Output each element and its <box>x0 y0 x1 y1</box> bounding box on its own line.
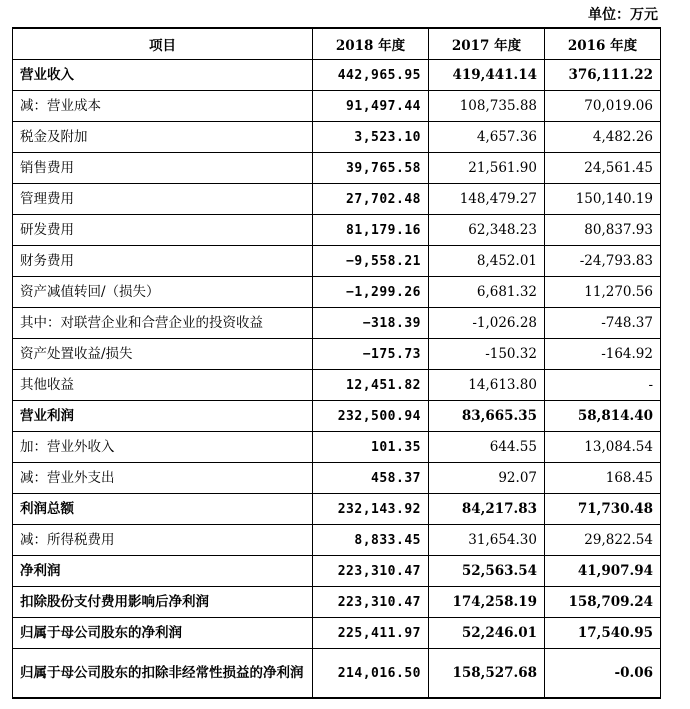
value-2017: 108,735.88 <box>429 91 545 122</box>
table-row <box>13 432 661 463</box>
row-label: 减：营业成本 <box>13 91 313 122</box>
value-2018: 225,411.97 <box>313 618 429 649</box>
value-2018: 223,310.47 <box>313 587 429 618</box>
value-2018: 232,143.92 <box>313 494 429 525</box>
value-2017: 644.55 <box>429 432 545 463</box>
value-2016: 29,822.54 <box>545 525 661 556</box>
value-2016: 11,270.56 <box>545 277 661 308</box>
value-2016: -24,793.83 <box>545 246 661 277</box>
header-item: 项目 <box>13 28 313 60</box>
value-2018: 27,702.48 <box>313 184 429 215</box>
header-2017: 2017 年度 <box>429 28 545 60</box>
value-2016: -0.06 <box>545 649 661 699</box>
value-2017: 8,452.01 <box>429 246 545 277</box>
table-row <box>13 587 661 618</box>
table-row <box>13 370 661 401</box>
value-2018: 91,497.44 <box>313 91 429 122</box>
value-2018: 232,500.94 <box>313 401 429 432</box>
table-row <box>13 463 661 494</box>
value-2018: 3,523.10 <box>313 122 429 153</box>
value-2018: 39,765.58 <box>313 153 429 184</box>
value-2017: 4,657.36 <box>429 122 545 153</box>
value-2016: 150,140.19 <box>545 184 661 215</box>
table-row <box>13 60 661 91</box>
table-row <box>13 308 661 339</box>
row-label: 减：营业外支出 <box>13 463 313 494</box>
value-2018: 81,179.16 <box>313 215 429 246</box>
row-label: 利润总额 <box>13 494 313 525</box>
value-2018: 442,965.95 <box>313 60 429 91</box>
value-2016: 376,111.22 <box>545 60 661 91</box>
table-row <box>13 556 661 587</box>
value-2016: 4,482.26 <box>545 122 661 153</box>
row-label: 资产减值转回/（损失） <box>13 277 313 308</box>
value-2016: - <box>545 370 661 401</box>
value-2017: 31,654.30 <box>429 525 545 556</box>
value-2018: 101.35 <box>313 432 429 463</box>
header-2016: 2016 年度 <box>545 28 661 60</box>
value-2017: 148,479.27 <box>429 184 545 215</box>
value-2018: −1,299.26 <box>313 277 429 308</box>
value-2017: 62,348.23 <box>429 215 545 246</box>
row-label: 税金及附加 <box>13 122 313 153</box>
table-body <box>13 60 661 699</box>
table-row <box>13 525 661 556</box>
table-row <box>13 618 661 649</box>
value-2018: 12,451.82 <box>313 370 429 401</box>
table-row <box>13 494 661 525</box>
value-2016: 80,837.93 <box>545 215 661 246</box>
value-2018: −9,558.21 <box>313 246 429 277</box>
row-label: 扣除股份支付费用影响后净利润 <box>13 587 313 618</box>
value-2017: 92.07 <box>429 463 545 494</box>
row-label: 其他收益 <box>13 370 313 401</box>
value-2016: 158,709.24 <box>545 587 661 618</box>
value-2017: -1,026.28 <box>429 308 545 339</box>
value-2016: 71,730.48 <box>545 494 661 525</box>
table-row <box>13 91 661 122</box>
value-2017: 83,665.35 <box>429 401 545 432</box>
row-label: 净利润 <box>13 556 313 587</box>
table-row <box>13 215 661 246</box>
table-row <box>13 122 661 153</box>
row-label: 其中：对联营企业和合营企业的投资收益 <box>13 308 313 339</box>
table-row <box>13 649 661 699</box>
table-row <box>13 184 661 215</box>
header-2018: 2018 年度 <box>313 28 429 60</box>
value-2016: 13,084.54 <box>545 432 661 463</box>
value-2017: 158,527.68 <box>429 649 545 699</box>
value-2016: -164.92 <box>545 339 661 370</box>
table-header-row <box>13 28 661 60</box>
table-row <box>13 277 661 308</box>
value-2016: -748.37 <box>545 308 661 339</box>
value-2017: 52,563.54 <box>429 556 545 587</box>
row-label: 加：营业外收入 <box>13 432 313 463</box>
value-2018: 223,310.47 <box>313 556 429 587</box>
row-label: 减：所得税费用 <box>13 525 313 556</box>
value-2018: −175.73 <box>313 339 429 370</box>
table-row <box>13 339 661 370</box>
row-label: 营业收入 <box>13 60 313 91</box>
row-label: 管理费用 <box>13 184 313 215</box>
value-2017: 14,613.80 <box>429 370 545 401</box>
row-label: 资产处置收益/损失 <box>13 339 313 370</box>
value-2017: -150.32 <box>429 339 545 370</box>
value-2017: 21,561.90 <box>429 153 545 184</box>
value-2017: 174,258.19 <box>429 587 545 618</box>
value-2016: 17,540.95 <box>545 618 661 649</box>
value-2018: −318.39 <box>313 308 429 339</box>
table-row <box>13 401 661 432</box>
value-2017: 6,681.32 <box>429 277 545 308</box>
value-2017: 419,441.14 <box>429 60 545 91</box>
table-row <box>13 153 661 184</box>
row-label: 财务费用 <box>13 246 313 277</box>
value-2018: 458.37 <box>313 463 429 494</box>
value-2016: 168.45 <box>545 463 661 494</box>
row-label: 营业利润 <box>13 401 313 432</box>
row-label: 研发费用 <box>13 215 313 246</box>
row-label: 归属于母公司股东的净利润 <box>13 618 313 649</box>
value-2016: 58,814.40 <box>545 401 661 432</box>
value-2016: 70,019.06 <box>545 91 661 122</box>
value-2018: 8,833.45 <box>313 525 429 556</box>
value-2016: 41,907.94 <box>545 556 661 587</box>
row-label: 归属于母公司股东的扣除非经常性损益的净利润 <box>13 649 313 699</box>
table-row <box>13 246 661 277</box>
value-2018: 214,016.50 <box>313 649 429 699</box>
value-2017: 52,246.01 <box>429 618 545 649</box>
value-2016: 24,561.45 <box>545 153 661 184</box>
value-2017: 84,217.83 <box>429 494 545 525</box>
income-statement-table <box>12 27 661 699</box>
unit-label: 单位：万元 <box>588 7 658 23</box>
row-label: 销售费用 <box>13 153 313 184</box>
